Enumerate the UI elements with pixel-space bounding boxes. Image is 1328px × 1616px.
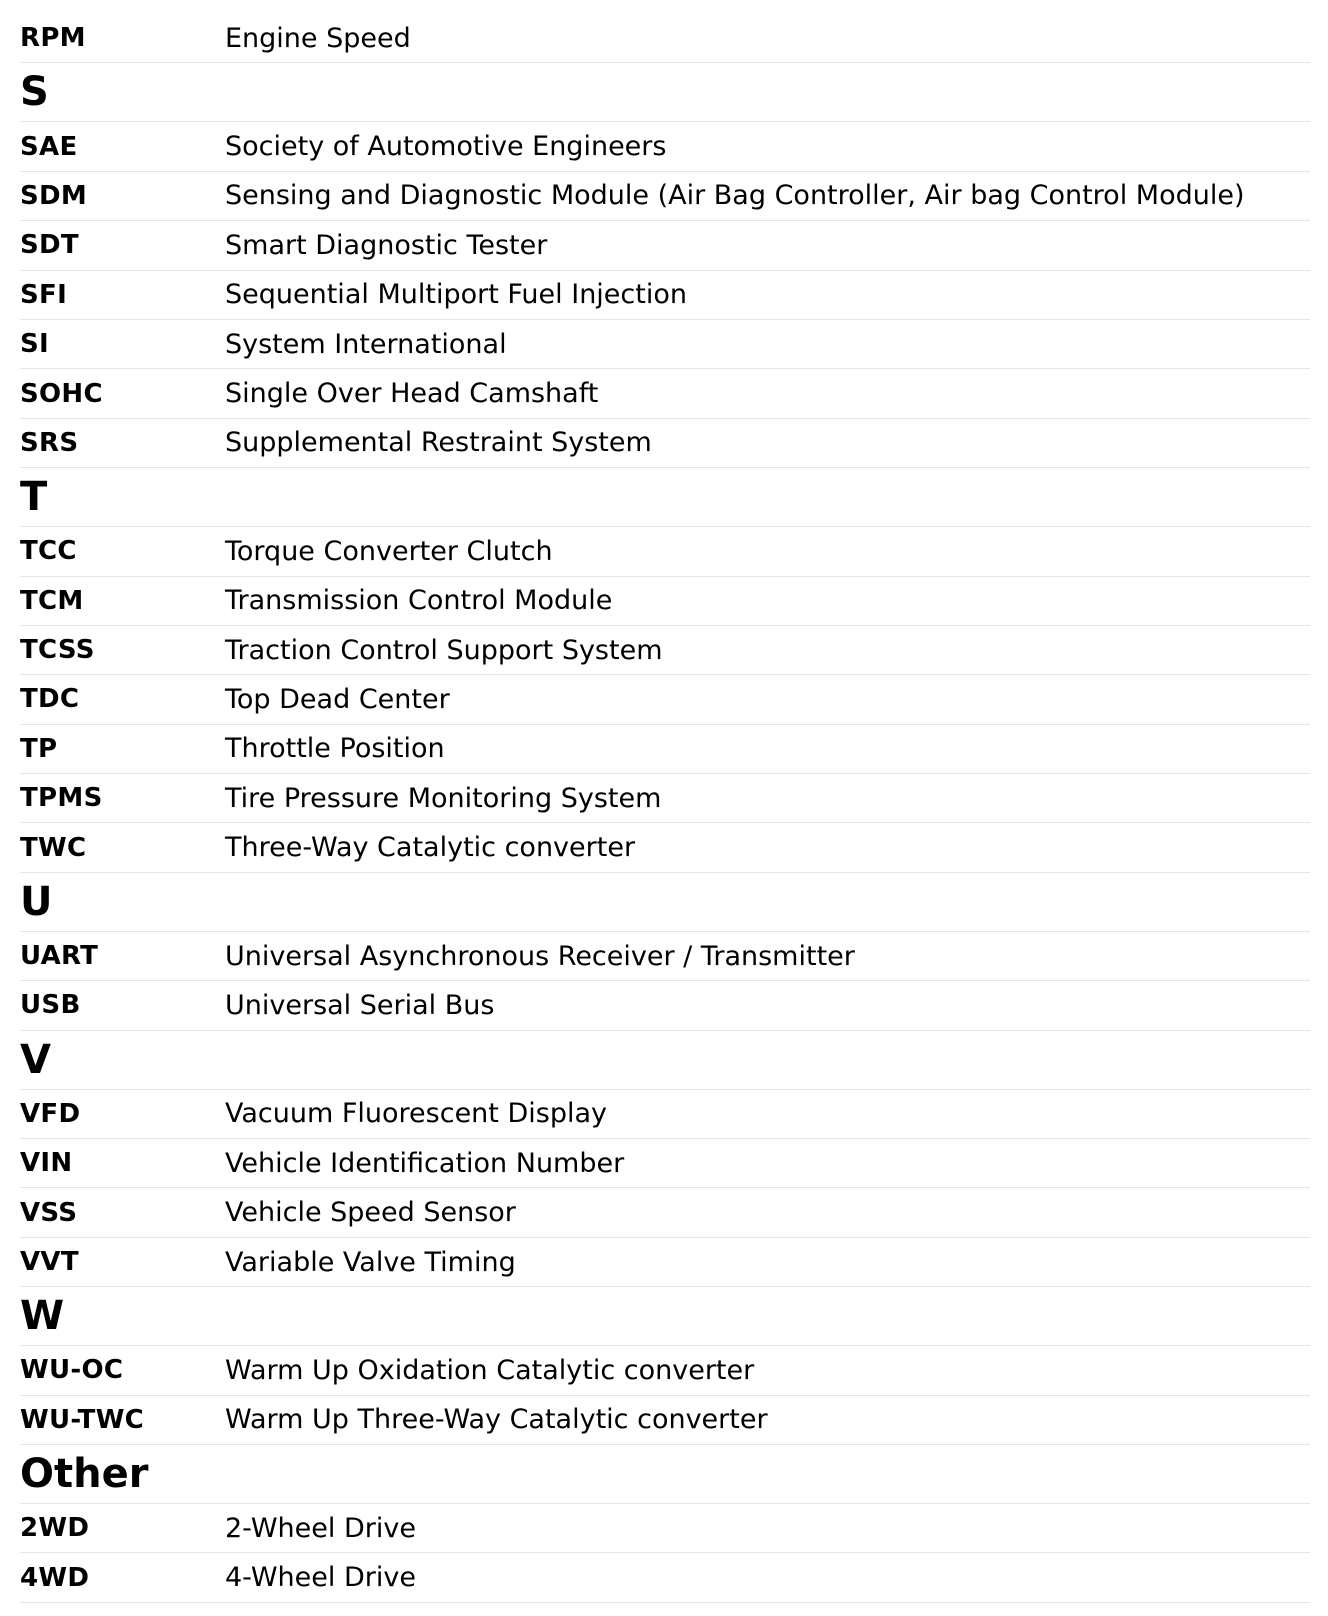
definition: System International bbox=[225, 328, 507, 360]
definition: Sequential Multiport Fuel Injection bbox=[225, 279, 687, 311]
definition: Top Dead Center bbox=[225, 683, 450, 715]
definition: 2-Wheel Drive bbox=[225, 1512, 416, 1544]
section-heading-s: S bbox=[20, 63, 1310, 122]
definition: Smart Diagnostic Tester bbox=[225, 229, 548, 261]
glossary-row bbox=[20, 1553, 1310, 1602]
definition: Vehicle Identification Number bbox=[225, 1147, 625, 1179]
abbreviation: SDT bbox=[20, 230, 79, 261]
definition: Transmission Control Module bbox=[225, 585, 613, 617]
abbreviation: TCM bbox=[20, 585, 84, 616]
glossary-row bbox=[20, 527, 1310, 576]
abbreviation: 2WD bbox=[20, 1513, 90, 1544]
glossary-row bbox=[20, 14, 1310, 63]
definition: Society of Automotive Engineers bbox=[225, 131, 667, 163]
abbreviation: VFD bbox=[20, 1098, 81, 1129]
definition: 4-Wheel Drive bbox=[225, 1562, 416, 1594]
glossary-row bbox=[20, 1188, 1310, 1237]
abbreviation: TDC bbox=[20, 684, 80, 715]
glossary-row bbox=[20, 419, 1310, 468]
glossary-row bbox=[20, 1346, 1310, 1395]
definition: Vacuum Fluorescent Display bbox=[225, 1098, 607, 1130]
glossary-row bbox=[20, 271, 1310, 320]
glossary-row bbox=[20, 823, 1310, 872]
definition: Engine Speed bbox=[225, 22, 411, 54]
glossary-row bbox=[20, 577, 1310, 626]
abbreviation: RPM bbox=[20, 23, 86, 54]
definition: Throttle Position bbox=[225, 733, 445, 765]
abbreviation: WU-TWC bbox=[20, 1404, 145, 1435]
definition: Universal Serial Bus bbox=[225, 989, 495, 1021]
definition: Warm Up Oxidation Catalytic converter bbox=[225, 1354, 755, 1386]
section-heading-v: V bbox=[20, 1031, 1310, 1090]
definition: Universal Asynchronous Receiver / Transmitter bbox=[225, 940, 855, 972]
definition: Sensing and Diagnostic Module (Air Bag Controller, Air bag Control Module) bbox=[225, 180, 1245, 212]
glossary-row bbox=[20, 932, 1310, 981]
abbreviation: VIN bbox=[20, 1148, 73, 1179]
definition: Torque Converter Clutch bbox=[225, 535, 553, 567]
glossary-row bbox=[20, 675, 1310, 724]
abbreviation: TWC bbox=[20, 832, 87, 863]
glossary-row bbox=[20, 1504, 1310, 1553]
glossary-row bbox=[20, 320, 1310, 369]
abbreviation: USB bbox=[20, 990, 81, 1021]
definition: Supplemental Restraint System bbox=[225, 427, 652, 459]
abbreviation: VSS bbox=[20, 1197, 78, 1228]
glossary-list bbox=[20, 14, 1310, 1603]
section-heading-w: W bbox=[20, 1287, 1310, 1346]
abbreviation: SFI bbox=[20, 279, 68, 310]
glossary-row bbox=[20, 369, 1310, 418]
abbreviation: SOHC bbox=[20, 378, 103, 409]
glossary-row bbox=[20, 221, 1310, 270]
glossary-row bbox=[20, 172, 1310, 221]
abbreviation: SDM bbox=[20, 180, 88, 211]
abbreviation: TCSS bbox=[20, 635, 95, 666]
definition: Variable Valve Timing bbox=[225, 1246, 516, 1278]
glossary-row bbox=[20, 1090, 1310, 1139]
glossary-row bbox=[20, 626, 1310, 675]
definition: Three-Way Catalytic converter bbox=[225, 832, 636, 864]
definition: Traction Control Support System bbox=[225, 634, 663, 666]
abbreviation: TPMS bbox=[20, 783, 103, 814]
abbreviation: TCC bbox=[20, 536, 77, 567]
section-heading-t: T bbox=[20, 468, 1310, 527]
abbreviation: 4WD bbox=[20, 1562, 90, 1593]
glossary-row bbox=[20, 774, 1310, 823]
abbreviation: WU-OC bbox=[20, 1355, 124, 1386]
glossary-row bbox=[20, 1139, 1310, 1188]
section-heading-u: U bbox=[20, 873, 1310, 932]
abbreviation: SAE bbox=[20, 131, 78, 162]
abbreviation: SRS bbox=[20, 427, 79, 458]
definition: Tire Pressure Monitoring System bbox=[225, 782, 662, 814]
glossary-row bbox=[20, 1396, 1310, 1445]
definition: Single Over Head Camshaft bbox=[225, 378, 599, 410]
abbreviation: VVT bbox=[20, 1247, 79, 1277]
definition: Warm Up Three-Way Catalytic converter bbox=[225, 1404, 768, 1436]
glossary-row bbox=[20, 1238, 1310, 1287]
abbreviation: SI bbox=[20, 329, 49, 360]
abbreviation: TP bbox=[20, 733, 58, 764]
section-heading-other: Other bbox=[20, 1445, 1310, 1504]
definition: Vehicle Speed Sensor bbox=[225, 1197, 516, 1229]
glossary-row bbox=[20, 981, 1310, 1030]
glossary-row bbox=[20, 725, 1310, 774]
glossary-row bbox=[20, 122, 1310, 171]
abbreviation: UART bbox=[20, 941, 99, 972]
